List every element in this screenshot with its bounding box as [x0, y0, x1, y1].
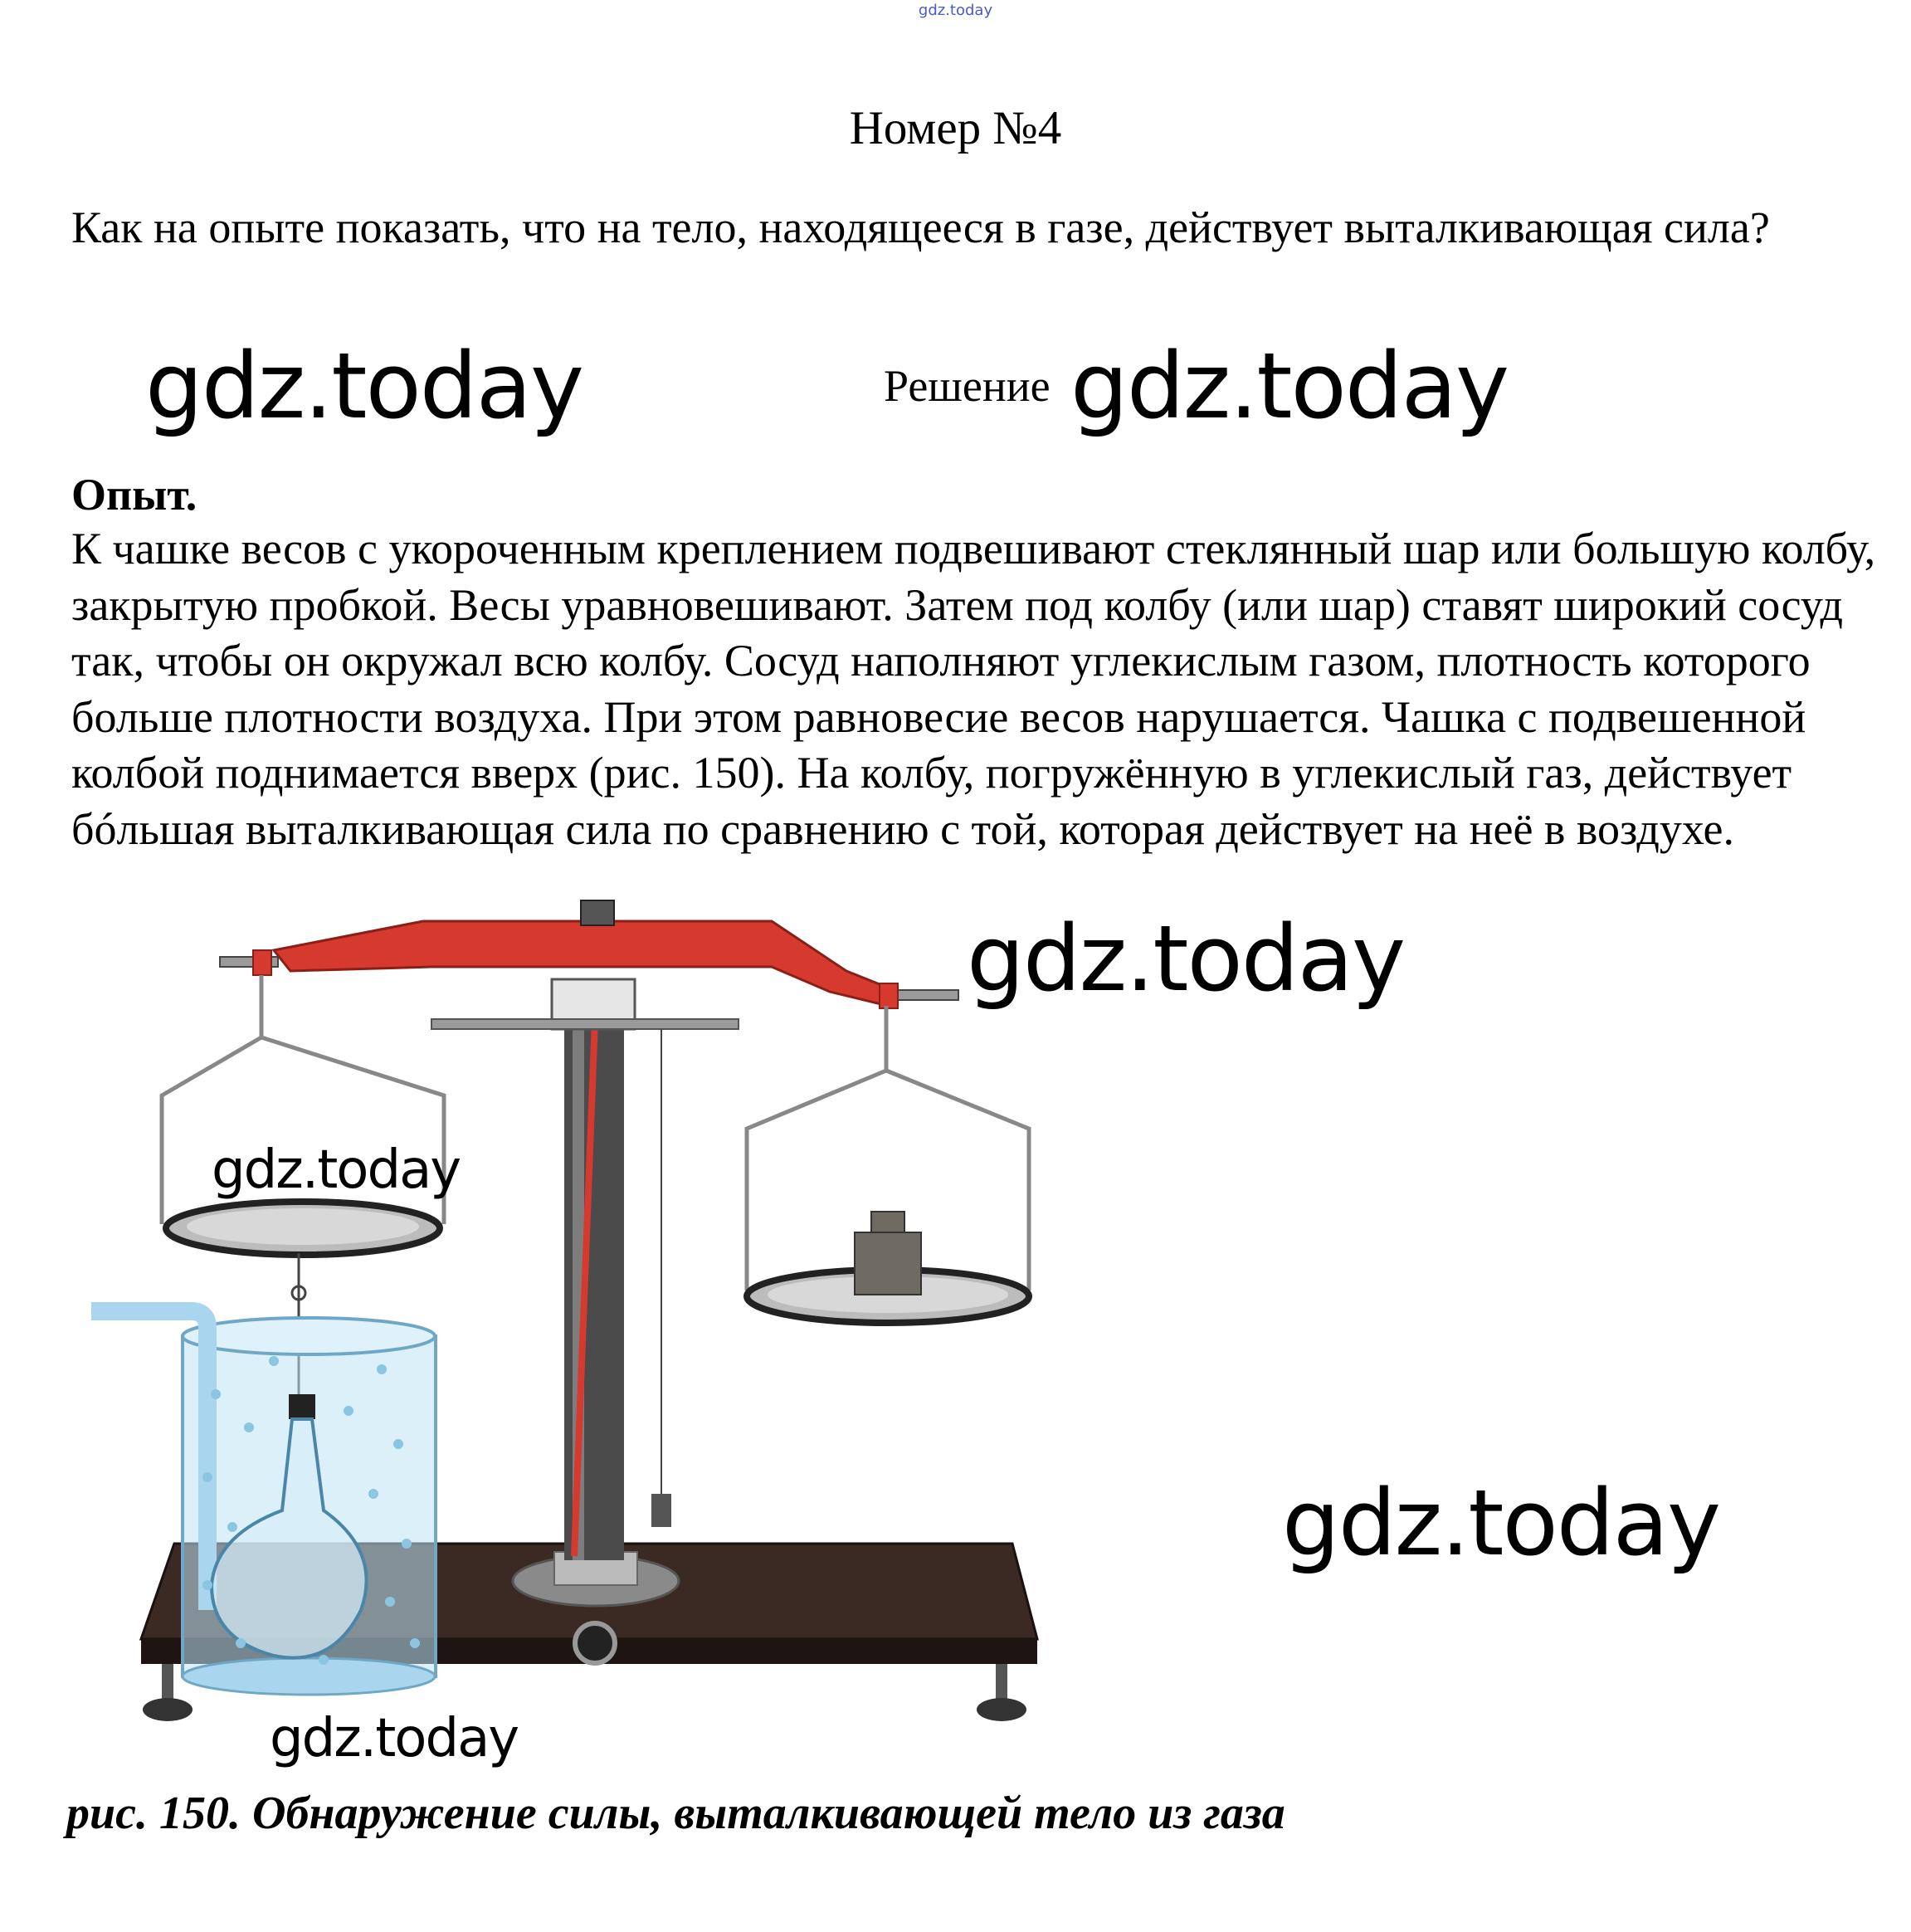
foot-right-knob: [977, 1698, 1026, 1721]
header-watermark: gdz.today: [918, 2, 993, 19]
page-title: Номер №4: [849, 102, 1062, 154]
experiment-text: К чашке весов с укороченным креплением подвешивают стеклянный шар или большую колбу, закрытую пробкой. Весы уравновешивают. Затем под колбу (или шар) ставят широкий сосуд так, чтобы он окружал всю колбу. Сосуд наполняют углекислым газом, плотность которого больше плотности воздуха. При этом равновесие весов нарушается. Чашка с подвешенной колбой поднимается вверх (рис. 150). На колбу, погружённую в углекислый газ, действует бóльшая выталкивающая сила по сравнению с той, которая действует на неё в воздухе.: [71, 524, 1876, 854]
plumb-bob: [651, 1494, 671, 1527]
balance-illustration: [75, 896, 1070, 1776]
experiment-heading: Опыт.: [71, 470, 197, 520]
solution-label: Решение: [884, 361, 1051, 411]
balance-figure: [75, 896, 1070, 1776]
watermark-logo: gdz.today: [1070, 333, 1509, 439]
watermark-logo: gdz.today: [212, 1139, 461, 1201]
flask-stopper: [289, 1394, 315, 1419]
question-text: Как на опыте показать, что на тело, находящееся в газе, действует выталкивающая сила?: [71, 202, 1770, 252]
foot-left-knob: [143, 1698, 193, 1721]
level-dial: [575, 1623, 615, 1663]
figure-caption: рис. 150. Обнаружение силы, выталкивающей тело из газа: [66, 1788, 1285, 1839]
watermark-logo: gdz.today: [145, 333, 583, 439]
watermark-logo: gdz.today: [967, 905, 1405, 1012]
top-knob: [581, 900, 614, 925]
arrestor-bar: [431, 1019, 739, 1029]
watermark-logo: gdz.today: [270, 1708, 519, 1769]
watermark-logo: gdz.today: [1282, 1470, 1720, 1576]
